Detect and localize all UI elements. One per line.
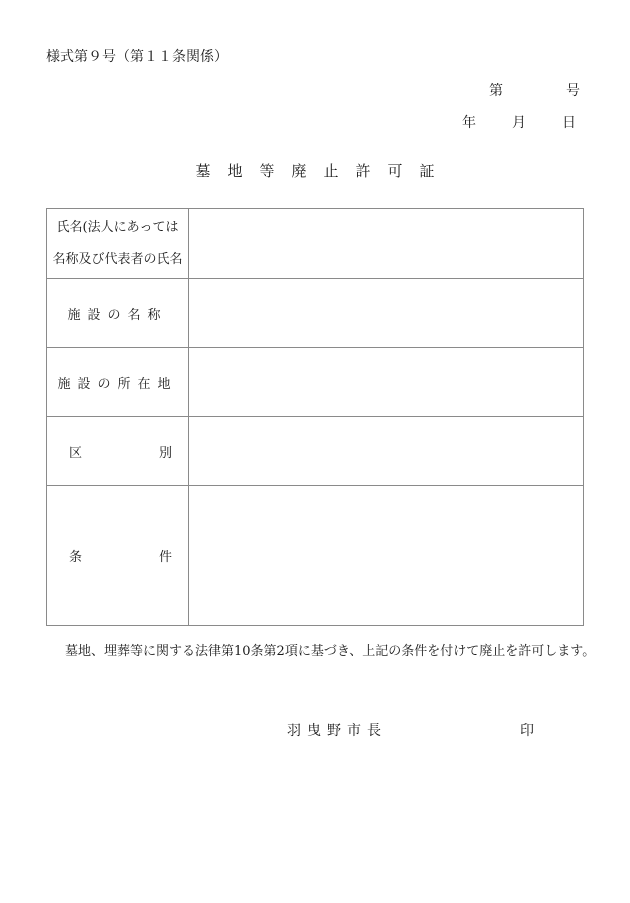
category-label-char2: 別 [158,445,172,461]
conditions-label [47,486,189,626]
facility-name-field[interactable] [189,279,584,348]
facility-address-field[interactable] [189,348,584,417]
permit-statement: 墓地、埋葬等に関する法律第10条第2項に基づき、上記の条件を付けて廃止を許可します。 [65,644,596,659]
facility-address-label-text: 施設の所在地 [57,376,178,392]
document-number-suffix: 号 [566,83,580,99]
conditions-label-char1: 条 [69,550,83,565]
applicant-name-label-line2: 名称及び代表者の氏名 [52,251,183,267]
table-row-conditions [47,486,584,626]
document-number-prefix: 第 [489,83,503,99]
date-year-label: 年 [462,115,476,131]
table-row-applicant-name [47,209,584,279]
conditions-label-char2: 件 [158,550,172,565]
date-month-label: 月 [512,115,526,131]
permit-form-table [46,208,584,626]
applicant-name-label [47,209,189,279]
table-row-facility-address [47,348,584,417]
table-row-category [47,417,584,486]
form-number: 様式第９号（第１１条関係） [46,49,228,65]
table-row-facility-name [47,279,584,348]
category-label [47,417,189,486]
facility-name-label [47,279,189,348]
category-label-char1: 区 [69,445,83,461]
applicant-name-label-line1: 氏名(法人にあっては [56,219,179,235]
document-title: 墓地等廃止許可証 [195,162,452,180]
facility-name-label-text: 施設の名称 [67,307,168,323]
applicant-name-field[interactable] [189,209,584,279]
issuer-mayor: 羽曳野市長 [287,723,387,739]
conditions-field[interactable] [189,486,584,626]
seal-mark: 印 [520,723,534,739]
date-day-label: 日 [562,115,576,131]
facility-address-label [47,348,189,417]
category-field[interactable] [189,417,584,486]
